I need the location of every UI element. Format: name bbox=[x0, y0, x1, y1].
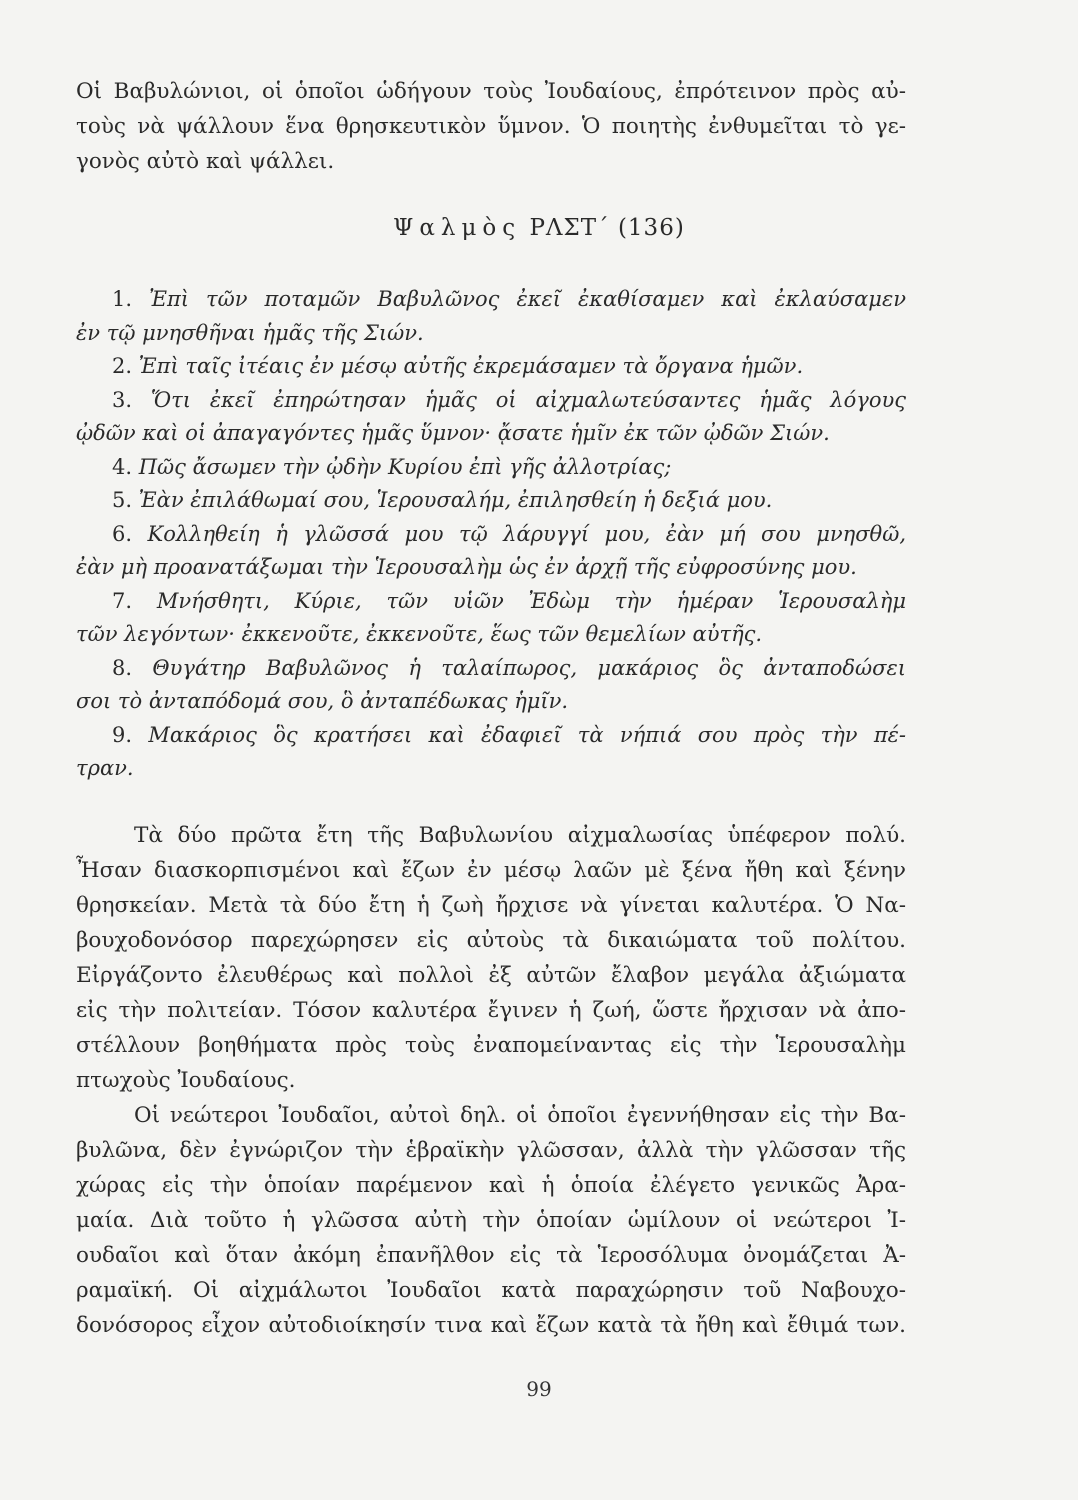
psalm-title-word: Ψαλμὸς bbox=[393, 215, 522, 241]
verse-text: ἐν τῷ μνησθῆναι ἡμᾶς τῆς Σιών. bbox=[76, 320, 424, 345]
verse-text: Ὅτι ἐκεῖ ἐπηρώτησαν ἡμᾶς οἱ αἰχμαλωτεύσαντες ἡμᾶς λόγους bbox=[150, 387, 906, 412]
verse-number: 4. bbox=[112, 454, 133, 479]
verse-text: Ἐπὶ τῶν ποταμῶν Βαβυλῶνος ἐκεῖ ἐκαθίσαμεν καὶ ἐκλαύσαμεν bbox=[149, 287, 906, 311]
psalm-verse-line bbox=[76, 317, 906, 351]
psalm-verse-line bbox=[112, 484, 906, 518]
verse-number: 8. bbox=[112, 655, 133, 680]
verse-number: 2. bbox=[112, 354, 133, 378]
body-line: θρησκείαν. Μετὰ τὰ δύο ἔτη ἡ ζωὴ ἤρχισε νὰ γίνεται καλυτέρα. Ὁ Να- bbox=[76, 893, 906, 918]
verse-text: Κολληθείη ἡ γλῶσσά μου τῷ λάρυγγί μου, ἐὰν μή σου μνησθῶ, bbox=[147, 521, 906, 546]
intro-line: Οἱ Βαβυλώνιοι, οἱ ὁποῖοι ὡδήγουν τοὺς Ἰουδαίους, ἐπρότεινον πρὸς αὐ- bbox=[76, 79, 906, 104]
body-line: Ἦσαν διασκορπισμένοι καὶ ἔζων ἐν μέσῳ λαῶν μὲ ξένα ἤθη καὶ ξένην bbox=[76, 858, 906, 883]
psalm-verse-line bbox=[76, 618, 906, 652]
verse-text: Ἐπὶ ταῖς ἰτέαις ἐν μέσῳ αὐτῆς ἐκρεμάσαμεν τὰ ὄργανα ἡμῶν. bbox=[138, 354, 804, 378]
verse-text: Πῶς ἄσωμεν τὴν ᾠδὴν Κυρίου ἐπὶ γῆς ἀλλοτρίας; bbox=[138, 454, 672, 479]
page-number: 99 bbox=[526, 1377, 552, 1401]
intro-paragraph bbox=[76, 74, 906, 179]
psalm-verse-line bbox=[112, 451, 906, 485]
verse-number: 1. bbox=[112, 287, 133, 311]
body-line: στέλλουν βοηθήματα πρὸς τοὺς ἐναπομείναντας εἰς τὴν Ἱερουσαλὴμ bbox=[76, 1033, 906, 1058]
psalm-verse-line bbox=[76, 685, 906, 719]
body-line: Οἱ νεώτεροι Ἰουδαῖοι, αὐτοὶ δηλ. οἱ ὁποῖοι ἐγεννήθησαν εἰς τὴν Βα- bbox=[134, 1103, 906, 1128]
verse-number: 9. bbox=[112, 722, 133, 747]
psalm-text bbox=[76, 283, 906, 786]
verse-text: ᾠδῶν καὶ οἱ ἀπαγαγόντες ἡμᾶς ὕμνον· ᾄσατε ἡμῖν ἐκ τῶν ᾠδῶν Σιών. bbox=[76, 421, 830, 445]
body-line: βουχοδονόσορ παρεχώρησεν εἰς αὐτοὺς τὰ δικαιώματα τοῦ πολίτου. bbox=[76, 928, 906, 953]
verse-text: Μνήσθητι, Κύριε, τῶν υἱῶν Ἐδὼμ τὴν ἡμέραν Ἱερουσαλὴμ bbox=[156, 588, 906, 613]
psalm-verse-line bbox=[76, 752, 906, 786]
verse-number: 3. bbox=[112, 387, 133, 412]
psalm-title bbox=[0, 215, 1078, 241]
psalm-verse-line bbox=[112, 585, 906, 619]
body-line: πτωχοὺς Ἰουδαίους. bbox=[76, 1068, 296, 1093]
verse-number: 7. bbox=[112, 588, 133, 613]
verse-text: Μακάριος ὃς κρατήσει καὶ ἐδαφιεῖ τὰ νήπιά σου πρὸς τὴν πέ- bbox=[148, 722, 906, 747]
intro-line: τοὺς νὰ ψάλλουν ἕνα θρησκευτικὸν ὕμνον. Ὁ ποιητὴς ἐνθυμεῖται τὸ γε- bbox=[76, 114, 906, 139]
verse-text: τῶν λεγόντων· ἐκκενοῦτε, ἐκκενοῦτε, ἕως τῶν θεμελίων αὐτῆς. bbox=[76, 622, 763, 646]
body-paragraph-2 bbox=[76, 1098, 906, 1343]
body-line: ουδαῖοι καὶ ὅταν ἀκόμη ἐπανῆλθον εἰς τὰ Ἱεροσόλυμα ὀνομάζεται Ἀ- bbox=[76, 1243, 906, 1268]
verse-text: σοι τὸ ἀνταπόδομά σου, ὃ ἀνταπέδωκας ἡμῖν. bbox=[76, 689, 569, 713]
verse-number: 6. bbox=[112, 521, 133, 546]
verse-text: Θυγάτηρ Βαβυλῶνος ἡ ταλαίπωρος, μακάριος ὃς ἀνταποδώσει bbox=[152, 655, 906, 680]
verse-text: ἐὰν μὴ προανατάξωμαι τὴν Ἱερουσαλὴμ ὡς ἐν ἀρχῇ τῆς εὐφροσύνης μου. bbox=[76, 555, 857, 579]
body-line: Τὰ δύο πρῶτα ἔτη τῆς Βαβυλωνίου αἰχμαλωσίας ὑπέφερον πολύ. bbox=[134, 823, 906, 848]
body-line: Εἰργάζοντο ἐλευθέρως καὶ πολλοὶ ἐξ αὐτῶν ἔλαβον μεγάλα ἀξιώματα bbox=[76, 963, 906, 988]
body-line: δονόσορος εἶχον αὐτοδιοίκησίν τινα καὶ ἔζων κατὰ τὰ ἤθη καὶ ἔθιμά των. bbox=[76, 1313, 906, 1338]
verse-text: τραν. bbox=[76, 756, 134, 780]
body-line: εἰς τὴν πολιτείαν. Τόσον καλυτέρα ἔγινεν ἡ ζωή, ὥστε ἤρχισαν νὰ ἀπο- bbox=[76, 998, 906, 1023]
body-line: ραμαϊκή. Οἱ αἰχμάλωτοι Ἰουδαῖοι κατὰ παραχώρησιν τοῦ Ναβουχο- bbox=[76, 1278, 906, 1303]
body-line: μαία. Διὰ τοῦτο ἡ γλῶσσα αὐτὴ τὴν ὁποίαν ὡμίλουν οἱ νεώτεροι Ἰ- bbox=[76, 1208, 906, 1233]
psalm-verse-line bbox=[76, 551, 906, 585]
psalm-verse-line bbox=[112, 719, 906, 753]
psalm-verse-line bbox=[112, 652, 906, 686]
body-line: χώρας εἰς τὴν ὁποίαν παρέμενον καὶ ἡ ὁποία ἐλέγετο γενικῶς Ἀρα- bbox=[76, 1173, 906, 1198]
psalm-verse-line bbox=[112, 518, 906, 552]
psalm-verse-line bbox=[112, 384, 906, 418]
body-line: βυλῶνα, δὲν ἐγνώριζον τὴν ἑβραϊκὴν γλῶσσαν, ἀλλὰ τὴν γλῶσσαν τῆς bbox=[76, 1138, 906, 1163]
verse-number: 5. bbox=[112, 488, 133, 512]
intro-line: γονὸς αὐτὸ καὶ ψάλλει. bbox=[76, 149, 335, 174]
psalm-verse-line bbox=[76, 417, 906, 451]
body-paragraph-1 bbox=[76, 818, 906, 1098]
psalm-title-number: ΡΛΣΤ΄ (136) bbox=[529, 215, 685, 241]
verse-text: Ἐὰν ἐπιλάθωμαί σου, Ἱερουσαλήμ, ἐπιλησθείη ἡ δεξιά μου. bbox=[138, 488, 773, 512]
psalm-verse-line bbox=[112, 283, 906, 317]
psalm-verse-line bbox=[112, 350, 906, 384]
